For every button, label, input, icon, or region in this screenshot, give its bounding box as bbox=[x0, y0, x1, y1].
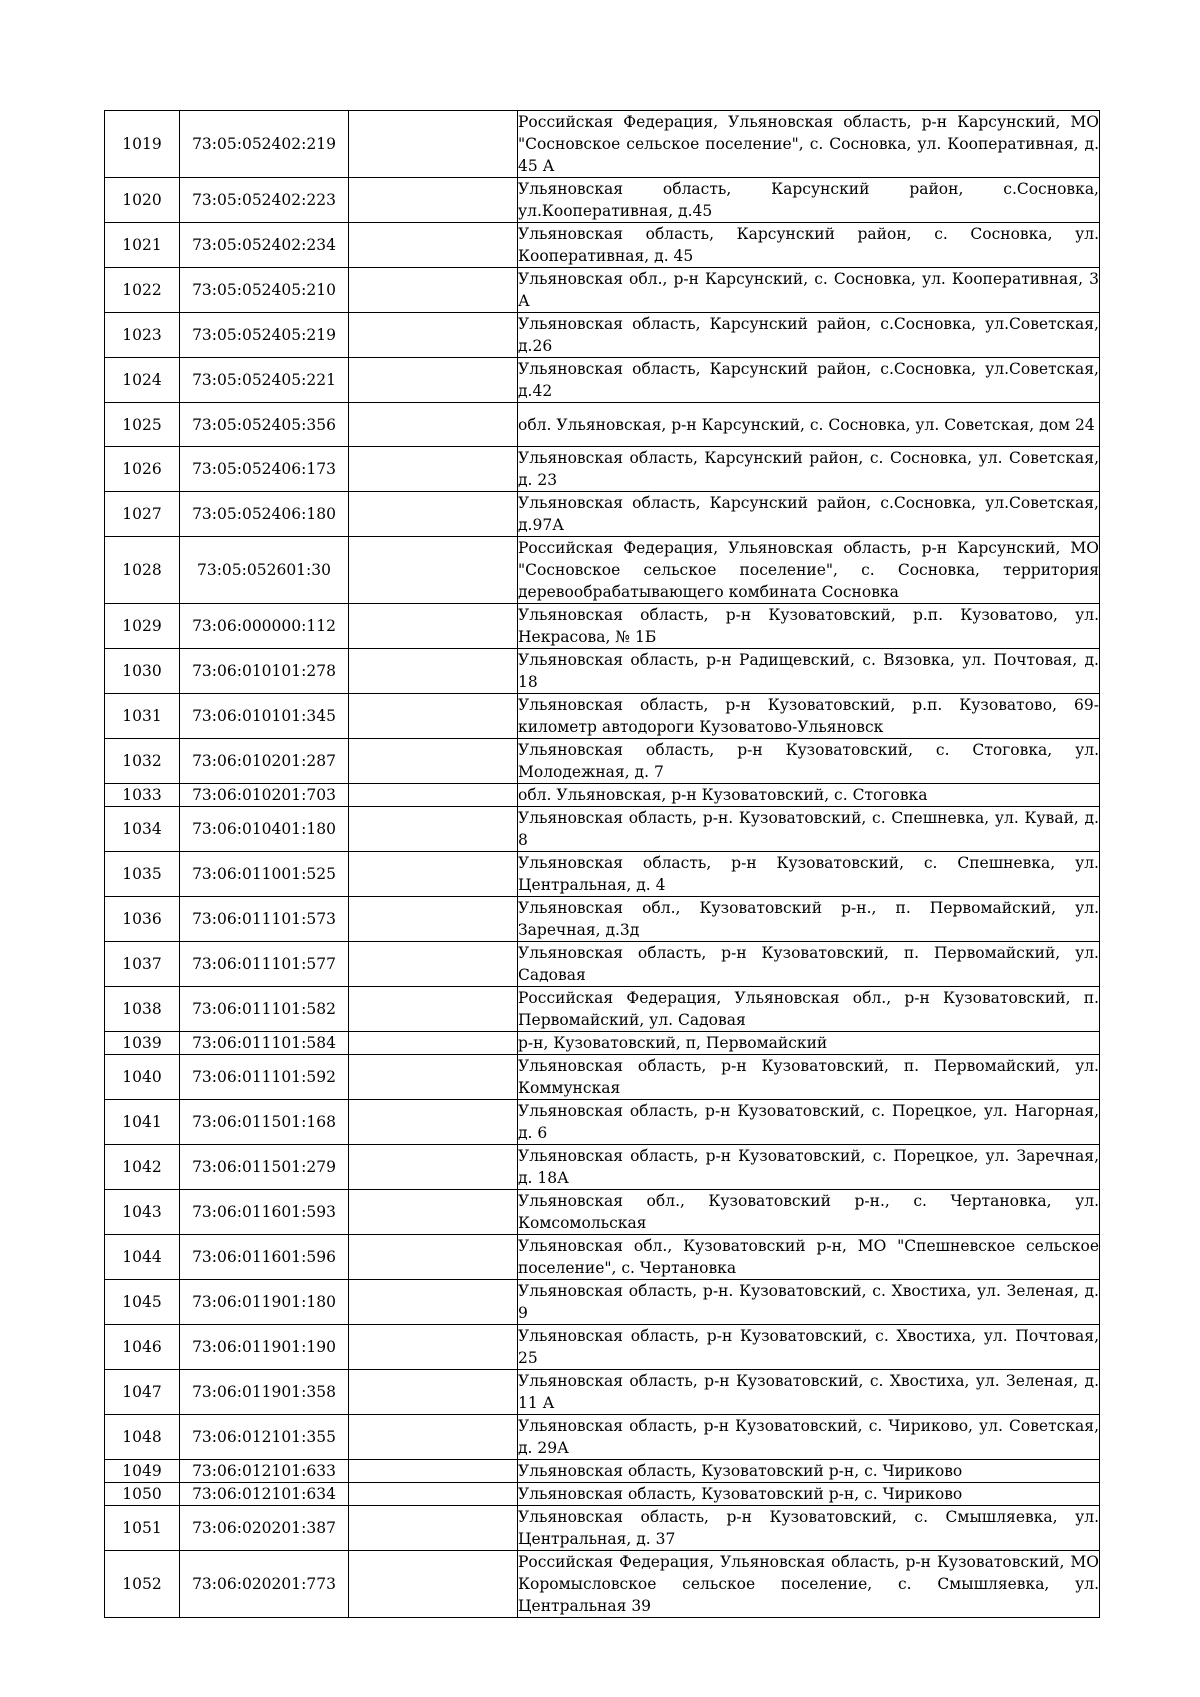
address-cell: Ульяновская область, р-н Кузоватовский, п. Первомайский, ул. Коммунская bbox=[518, 1055, 1100, 1100]
address-cell: Ульяновская область, р-н Радищевский, с. Вязовка, ул. Почтовая, д. 18 bbox=[518, 649, 1100, 694]
table-row bbox=[105, 1551, 1100, 1618]
row-number: 1042 bbox=[105, 1145, 180, 1190]
address-cell: Ульяновская область, р-н Кузоватовский, с. Порецкое, ул. Заречная, д. 18А bbox=[518, 1145, 1100, 1190]
address-cell: Ульяновская область, р-н Кузоватовский, р.п. Кузоватово, 69-километр автодороги Кузоватово-Ульяновск bbox=[518, 694, 1100, 739]
note-cell bbox=[349, 1235, 518, 1280]
table-row bbox=[105, 1100, 1100, 1145]
table-row bbox=[105, 358, 1100, 403]
note-cell bbox=[349, 987, 518, 1032]
row-number: 1044 bbox=[105, 1235, 180, 1280]
note-cell bbox=[349, 897, 518, 942]
address-cell: Ульяновская область, р-н Кузоватовский, п. Первомайский, ул. Садовая bbox=[518, 942, 1100, 987]
address-cell: Ульяновская область, р-н Кузоватовский, с. Хвостиха, ул. Почтовая, 25 bbox=[518, 1325, 1100, 1370]
address-cell: Ульяновская обл., Кузоватовский р-н., с. Чертановка, ул. Комсомольская bbox=[518, 1190, 1100, 1235]
table-row bbox=[105, 694, 1100, 739]
row-number: 1033 bbox=[105, 784, 180, 807]
cadastral-number: 73:06:020201:387 bbox=[180, 1506, 349, 1551]
row-number: 1021 bbox=[105, 223, 180, 268]
cadastral-number: 73:06:012101:633 bbox=[180, 1460, 349, 1483]
address-cell: Российская Федерация, Ульяновская область, р-н Карсунский, МО "Сосновское сельское поселение", с. Сосновка, территория деревообрабатывающего комбината Сосновка bbox=[518, 537, 1100, 604]
registry-body bbox=[105, 111, 1100, 1618]
address-cell: Ульяновская область, р-н. Кузоватовский, с. Хвостиха, ул. Зеленая, д. 9 bbox=[518, 1280, 1100, 1325]
row-number: 1030 bbox=[105, 649, 180, 694]
cadastral-number: 73:05:052405:210 bbox=[180, 268, 349, 313]
cadastral-number: 73:06:011901:358 bbox=[180, 1370, 349, 1415]
note-cell bbox=[349, 807, 518, 852]
note-cell bbox=[349, 1100, 518, 1145]
table-row bbox=[105, 492, 1100, 537]
address-cell: обл. Ульяновская, р-н Кузоватовский, с. Стоговка bbox=[518, 784, 1100, 807]
note-cell bbox=[349, 1032, 518, 1055]
address-cell: Ульяновская область, р-н Кузоватовский, с. Стоговка, ул. Молодежная, д. 7 bbox=[518, 739, 1100, 784]
note-cell bbox=[349, 1551, 518, 1618]
address-cell: Российская Федерация, Ульяновская обл., р-н Кузоватовский, п. Первомайский, ул. Садовая bbox=[518, 987, 1100, 1032]
table-row bbox=[105, 1032, 1100, 1055]
address-cell: Ульяновская область, Карсунский район, с.Сосновка, ул.Советская, д.42 bbox=[518, 358, 1100, 403]
cadastral-number: 73:05:052406:180 bbox=[180, 492, 349, 537]
row-number: 1022 bbox=[105, 268, 180, 313]
address-cell: Ульяновская область, р-н Кузоватовский, р.п. Кузоватово, ул. Некрасова, № 1Б bbox=[518, 604, 1100, 649]
note-cell bbox=[349, 268, 518, 313]
row-number: 1051 bbox=[105, 1506, 180, 1551]
table-row bbox=[105, 852, 1100, 897]
note-cell bbox=[349, 1460, 518, 1483]
note-cell bbox=[349, 1145, 518, 1190]
table-row bbox=[105, 111, 1100, 178]
table-row bbox=[105, 897, 1100, 942]
cadastral-number: 73:06:010201:703 bbox=[180, 784, 349, 807]
note-cell bbox=[349, 1055, 518, 1100]
note-cell bbox=[349, 694, 518, 739]
note-cell bbox=[349, 604, 518, 649]
cadastral-number: 73:06:011901:190 bbox=[180, 1325, 349, 1370]
note-cell bbox=[349, 1370, 518, 1415]
note-cell bbox=[349, 1190, 518, 1235]
note-cell bbox=[349, 492, 518, 537]
cadastral-number: 73:05:052601:30 bbox=[180, 537, 349, 604]
address-cell: обл. Ульяновская, р-н Карсунский, с. Сосновка, ул. Советская, дом 24 bbox=[518, 403, 1100, 447]
row-number: 1032 bbox=[105, 739, 180, 784]
note-cell bbox=[349, 852, 518, 897]
table-row bbox=[105, 1235, 1100, 1280]
table-row bbox=[105, 1460, 1100, 1483]
cadastral-number: 73:05:052405:219 bbox=[180, 313, 349, 358]
note-cell bbox=[349, 358, 518, 403]
address-cell: Ульяновская область, Карсунский район, с.Сосновка, ул.Советская, д.26 bbox=[518, 313, 1100, 358]
cadastral-number: 73:06:011101:577 bbox=[180, 942, 349, 987]
cadastral-number: 73:06:011501:279 bbox=[180, 1145, 349, 1190]
note-cell bbox=[349, 223, 518, 268]
note-cell bbox=[349, 1506, 518, 1551]
table-row bbox=[105, 1280, 1100, 1325]
cadastral-number: 73:06:011001:525 bbox=[180, 852, 349, 897]
row-number: 1052 bbox=[105, 1551, 180, 1618]
table-row bbox=[105, 739, 1100, 784]
table-row bbox=[105, 649, 1100, 694]
note-cell bbox=[349, 111, 518, 178]
cadastral-number: 73:06:020201:773 bbox=[180, 1551, 349, 1618]
note-cell bbox=[349, 1325, 518, 1370]
row-number: 1039 bbox=[105, 1032, 180, 1055]
table-row bbox=[105, 223, 1100, 268]
row-number: 1040 bbox=[105, 1055, 180, 1100]
row-number: 1038 bbox=[105, 987, 180, 1032]
row-number: 1048 bbox=[105, 1415, 180, 1460]
cadastral-number: 73:06:010201:287 bbox=[180, 739, 349, 784]
address-cell: Ульяновская область, р-н Кузоватовский, с. Чириково, ул. Советская, д. 29А bbox=[518, 1415, 1100, 1460]
note-cell bbox=[349, 313, 518, 358]
row-number: 1019 bbox=[105, 111, 180, 178]
table-row bbox=[105, 1325, 1100, 1370]
table-row bbox=[105, 604, 1100, 649]
table-row bbox=[105, 268, 1100, 313]
row-number: 1027 bbox=[105, 492, 180, 537]
table-row bbox=[105, 1415, 1100, 1460]
row-number: 1023 bbox=[105, 313, 180, 358]
note-cell bbox=[349, 649, 518, 694]
row-number: 1029 bbox=[105, 604, 180, 649]
note-cell bbox=[349, 1415, 518, 1460]
table-row bbox=[105, 1055, 1100, 1100]
row-number: 1047 bbox=[105, 1370, 180, 1415]
row-number: 1031 bbox=[105, 694, 180, 739]
address-cell: р-н, Кузоватовский, п, Первомайский bbox=[518, 1032, 1100, 1055]
row-number: 1025 bbox=[105, 403, 180, 447]
cadastral-number: 73:06:010101:345 bbox=[180, 694, 349, 739]
table-row bbox=[105, 447, 1100, 492]
address-cell: Российская Федерация, Ульяновская область, р-н Кузоватовский, МО Коромысловское сельское поселение, с. Смышляевка, ул. Центральная 39 bbox=[518, 1551, 1100, 1618]
cadastral-number: 73:05:052405:356 bbox=[180, 403, 349, 447]
address-cell: Ульяновская область, Кузоватовский р-н, с. Чириково bbox=[518, 1460, 1100, 1483]
note-cell bbox=[349, 447, 518, 492]
cadastral-number: 73:06:011101:573 bbox=[180, 897, 349, 942]
table-row bbox=[105, 403, 1100, 447]
address-cell: Ульяновская область, Карсунский район, с. Сосновка, ул. Кооперативная, д. 45 bbox=[518, 223, 1100, 268]
address-cell: Ульяновская область, р-н Кузоватовский, с. Хвостиха, ул. Зеленая, д. 11 А bbox=[518, 1370, 1100, 1415]
cadastral-number: 73:05:052402:219 bbox=[180, 111, 349, 178]
address-cell: Ульяновская обл., р-н Карсунский, с. Сосновка, ул. Кооперативная, 3 А bbox=[518, 268, 1100, 313]
row-number: 1026 bbox=[105, 447, 180, 492]
cadastral-number: 73:06:012101:634 bbox=[180, 1483, 349, 1506]
note-cell bbox=[349, 784, 518, 807]
address-cell: Ульяновская область, р-н Кузоватовский, с. Спешневка, ул. Центральная, д. 4 bbox=[518, 852, 1100, 897]
row-number: 1020 bbox=[105, 178, 180, 223]
address-cell: Ульяновская обл., Кузоватовский р-н., п. Первомайский, ул. Заречная, д.3д bbox=[518, 897, 1100, 942]
cadastral-number: 73:05:052405:221 bbox=[180, 358, 349, 403]
row-number: 1043 bbox=[105, 1190, 180, 1235]
address-cell: Ульяновская область, Карсунский район, с. Сосновка, ул. Советская, д. 23 bbox=[518, 447, 1100, 492]
row-number: 1034 bbox=[105, 807, 180, 852]
note-cell bbox=[349, 942, 518, 987]
cadastral-number: 73:06:011101:584 bbox=[180, 1032, 349, 1055]
cadastral-number: 73:05:052402:223 bbox=[180, 178, 349, 223]
note-cell bbox=[349, 1483, 518, 1506]
table-row bbox=[105, 1145, 1100, 1190]
address-cell: Ульяновская область, р-н Кузоватовский, с. Порецкое, ул. Нагорная, д. 6 bbox=[518, 1100, 1100, 1145]
row-number: 1050 bbox=[105, 1483, 180, 1506]
note-cell bbox=[349, 403, 518, 447]
cadastral-number: 73:05:052402:234 bbox=[180, 223, 349, 268]
table-row bbox=[105, 1370, 1100, 1415]
address-cell: Ульяновская область, Кузоватовский р-н, с. Чириково bbox=[518, 1483, 1100, 1506]
row-number: 1041 bbox=[105, 1100, 180, 1145]
cadastral-number: 73:06:011501:168 bbox=[180, 1100, 349, 1145]
address-cell: Ульяновская область, Карсунский район, с.Сосновка, ул.Кооперативная, д.45 bbox=[518, 178, 1100, 223]
table-row bbox=[105, 313, 1100, 358]
table-row bbox=[105, 537, 1100, 604]
note-cell bbox=[349, 1280, 518, 1325]
row-number: 1045 bbox=[105, 1280, 180, 1325]
cadastral-number: 73:06:000000:112 bbox=[180, 604, 349, 649]
table-row bbox=[105, 942, 1100, 987]
address-cell: Российская Федерация, Ульяновская область, р-н Карсунский, МО "Сосновское сельское поселение", с. Сосновка, ул. Кооперативная, д. 45 А bbox=[518, 111, 1100, 178]
cadastral-number: 73:06:012101:355 bbox=[180, 1415, 349, 1460]
cadastral-number: 73:06:011101:592 bbox=[180, 1055, 349, 1100]
address-cell: Ульяновская обл., Кузоватовский р-н, МО "Спешневское сельское поселение", с. Чертановка bbox=[518, 1235, 1100, 1280]
row-number: 1037 bbox=[105, 942, 180, 987]
row-number: 1036 bbox=[105, 897, 180, 942]
table-row bbox=[105, 1506, 1100, 1551]
note-cell bbox=[349, 178, 518, 223]
address-cell: Ульяновская область, р-н Кузоватовский, с. Смышляевка, ул. Центральная, д. 37 bbox=[518, 1506, 1100, 1551]
address-cell: Ульяновская область, р-н. Кузоватовский, с. Спешневка, ул. Кувай, д. 8 bbox=[518, 807, 1100, 852]
address-cell: Ульяновская область, Карсунский район, с.Сосновка, ул.Советская, д.97А bbox=[518, 492, 1100, 537]
table-row bbox=[105, 987, 1100, 1032]
cadastral-number: 73:06:010401:180 bbox=[180, 807, 349, 852]
cadastral-number: 73:06:011101:582 bbox=[180, 987, 349, 1032]
row-number: 1035 bbox=[105, 852, 180, 897]
table-row bbox=[105, 1190, 1100, 1235]
row-number: 1024 bbox=[105, 358, 180, 403]
table-row bbox=[105, 178, 1100, 223]
registry-table bbox=[104, 110, 1100, 1618]
note-cell bbox=[349, 537, 518, 604]
cadastral-number: 73:06:011601:593 bbox=[180, 1190, 349, 1235]
note-cell bbox=[349, 739, 518, 784]
row-number: 1028 bbox=[105, 537, 180, 604]
cadastral-number: 73:06:011601:596 bbox=[180, 1235, 349, 1280]
table-row bbox=[105, 807, 1100, 852]
table-row bbox=[105, 784, 1100, 807]
cadastral-number: 73:06:010101:278 bbox=[180, 649, 349, 694]
table-row bbox=[105, 1483, 1100, 1506]
row-number: 1049 bbox=[105, 1460, 180, 1483]
cadastral-number: 73:06:011901:180 bbox=[180, 1280, 349, 1325]
row-number: 1046 bbox=[105, 1325, 180, 1370]
cadastral-number: 73:05:052406:173 bbox=[180, 447, 349, 492]
